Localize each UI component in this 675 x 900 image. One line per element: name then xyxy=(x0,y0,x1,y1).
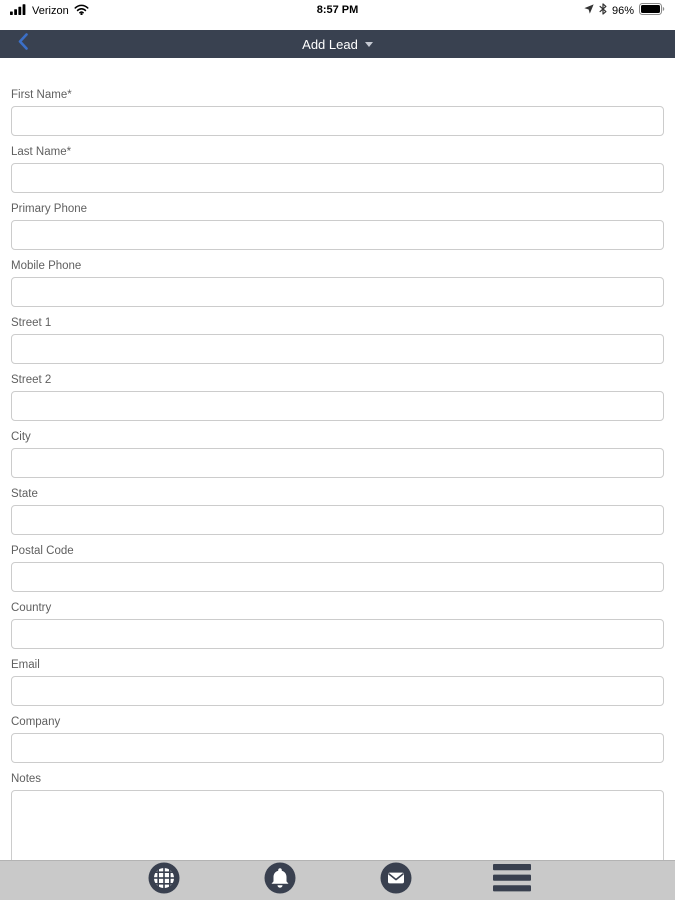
field-label: First Name* xyxy=(11,89,72,101)
field-label: Mobile Phone xyxy=(11,260,82,272)
form-field xyxy=(11,659,664,706)
country-input[interactable] xyxy=(11,619,664,649)
field-label: Last Name* xyxy=(11,146,72,158)
email-input[interactable] xyxy=(11,676,664,706)
street-2-input[interactable] xyxy=(11,391,664,421)
page-title: Add Lead xyxy=(302,36,358,52)
form-field xyxy=(11,374,664,421)
field-label: Street 1 xyxy=(11,317,52,329)
add-lead-form xyxy=(0,58,675,860)
status-bar xyxy=(0,0,675,30)
notes-textarea[interactable] xyxy=(11,790,664,860)
form-field xyxy=(11,545,664,592)
primary-phone-input[interactable] xyxy=(11,220,664,250)
caret-down-icon xyxy=(365,42,373,47)
bluetooth-icon xyxy=(599,3,607,18)
nav-bar xyxy=(0,30,675,58)
company-input[interactable] xyxy=(11,733,664,763)
bell-icon xyxy=(263,861,297,900)
mobile-phone-input[interactable] xyxy=(11,277,664,307)
bottom-tab-bar xyxy=(0,860,675,900)
form-field xyxy=(11,203,664,250)
back-button[interactable] xyxy=(12,30,34,58)
field-label: Street 2 xyxy=(11,374,52,386)
status-bar-left xyxy=(10,4,89,18)
field-label: Notes xyxy=(11,773,42,785)
form-field xyxy=(11,89,664,136)
form-field xyxy=(11,431,664,478)
form-field xyxy=(11,602,664,649)
street-1-input[interactable] xyxy=(11,334,664,364)
carrier-label: Verizon xyxy=(32,4,69,17)
app-grid-icon xyxy=(147,861,181,900)
city-input[interactable] xyxy=(11,448,664,478)
location-arrow-icon xyxy=(584,4,594,17)
back-chevron-icon xyxy=(18,33,28,55)
state-input[interactable] xyxy=(11,505,664,535)
form-field xyxy=(11,317,664,364)
tab-apps[interactable] xyxy=(144,864,184,898)
field-label: Email xyxy=(11,659,40,671)
first-name-input[interactable] xyxy=(11,106,664,136)
form-field xyxy=(11,146,664,193)
form-field xyxy=(11,260,664,307)
form-field xyxy=(11,716,664,763)
status-bar-right xyxy=(584,3,665,18)
envelope-icon xyxy=(379,861,413,900)
page-title-dropdown[interactable] xyxy=(302,37,373,52)
form-field xyxy=(11,773,664,860)
field-label: Postal Code xyxy=(11,545,74,557)
form-field xyxy=(11,488,664,535)
tab-menu[interactable] xyxy=(492,864,532,898)
field-label: State xyxy=(11,488,38,500)
tab-messages[interactable] xyxy=(376,864,416,898)
cellular-signal-icon xyxy=(10,4,27,18)
field-label: Company xyxy=(11,716,61,728)
tab-notifications[interactable] xyxy=(260,864,300,898)
hamburger-icon xyxy=(493,864,531,897)
status-time: 8:57 PM xyxy=(316,4,359,16)
last-name-input[interactable] xyxy=(11,163,664,193)
field-label: City xyxy=(11,431,31,443)
postal-code-input[interactable] xyxy=(11,562,664,592)
battery-percent-label: 96% xyxy=(611,4,634,17)
field-label: Country xyxy=(11,602,52,614)
wifi-icon xyxy=(74,4,89,18)
battery-icon xyxy=(639,3,665,18)
field-label: Primary Phone xyxy=(11,203,88,215)
